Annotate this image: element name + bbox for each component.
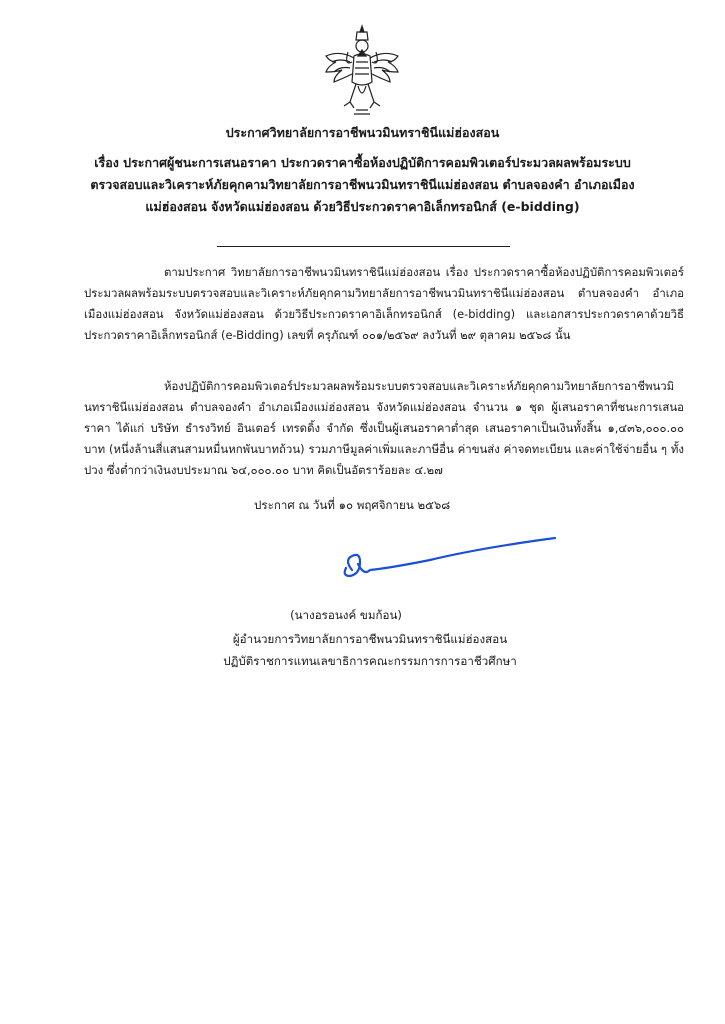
subject-line: ตรวจสอบและวิเคราะห์ภัยคุกคามวิทยาลัยการอาชีพนวมินทราชินีแม่ฮ่องสอน ตำบลจองคำ อำเภอเมือง xyxy=(90,177,635,192)
signer-position-director: ผู้อำนวยการวิทยาลัยการอาชีพนวมินทราชินีแม่ฮ่องสอน xyxy=(232,632,508,646)
handwritten-signature xyxy=(330,530,560,590)
divider-line xyxy=(217,246,510,247)
subject-line: แม่ฮ่องสอน จังหวัดแม่ฮ่องสอน ด้วยวิธีประกวดราคาอิเล็กทรอนิกส์ (e-bidding) xyxy=(145,199,580,214)
announcement-date: ประกาศ ณ วันที่ ๑๐ พฤศจิกายน ๒๕๖๘ xyxy=(254,498,451,512)
subject-line: เรื่อง ประกาศผู้ชนะการเสนอราคา ประกวดราคาซื้อห้องปฏิบัติการคอมพิวเตอร์ประมวลผลพร้อมระบบ xyxy=(94,155,631,170)
garuda-emblem-icon xyxy=(320,22,404,118)
paragraph-2-text: ห้องปฏิบัติการคอมพิวเตอร์ประมวลผลพร้อมระบบตรวจสอบและวิเคราะห์ภัยคุกคามวิทยาลัยการอาชีพนวมินทราชินีแม่ฮ่องสอน ตำบลจองคำ อำเภอเมืองแม่ฮ่องสอน จังหวัดแม่ฮ่องสอน จำนวน ๑ ชุด ผู้เสนอราคาที่ชนะการเสนอราคา ได้แก่ บริษัท ธำรงวิทย์ อินเตอร์ เทรดดิ้ง จำกัด ซึ่งเป็นผู้เสนอราคาต่ำสุด เสนอราคาเป็นเงินทั้งสิ้น ๑,๔๓๖,๐๐๐.๐๐ บาท (หนึ่งล้านสี่แสนสามหมื่นหกพันบาทถ้วน) รวมภาษีมูลค่าเพิ่มและภาษีอื่น ค่าขนส่ง ค่าจดทะเบียน และค่าใช้จ่ายอื่น ๆ ทั้งปวง ซึ่งต่ำกว่าเงินงบประมาณ ๖๔,๐๐๐.๐๐ บาท คิดเป็นอัตราร้อยละ ๔.๒๗ xyxy=(84,379,684,477)
paragraph-winner-details xyxy=(84,376,684,481)
signer-name: (นางอรอนงค์ ขมก้อน) xyxy=(290,608,402,622)
institution-heading: ประกาศวิทยาลัยการอาชีพนวมินทราชินีแม่ฮ่องสอน xyxy=(225,125,500,140)
paragraph-1-text: ตามประกาศ วิทยาลัยการอาชีพนวมินทราชินีแม่ฮ่องสอน เรื่อง ประกวดราคาซื้อห้องปฏิบัติการคอมพิวเตอร์ประมวลผลพร้อมระบบตรวจสอบและวิเคราะห์ภัยคุกคามวิทยาลัยการอาชีพนวมินทราชินีแม่ฮ่องสอน ตำบลจองคำ อำเภอเมืองแม่ฮ่องสอน จังหวัดแม่ฮ่องสอน ด้วยวิธีประกวดราคาอิเล็กทรอนิกส์ (e-bidding) และเอกสารประกวดราคาด้วยวิธีประกวดราคาอิเล็กทรอนิกส์ (e-Bidding) เลขที่ ครุภัณฑ์ ๐๐๑/๒๕๖๙ ลงวันที่ ๒๙ ตุลาคม ๒๕๖๘ นั้น xyxy=(84,265,684,342)
paragraph-announcement-reference xyxy=(84,262,684,346)
subject-block xyxy=(40,152,685,218)
signer-position-acting: ปฏิบัติราชการแทนเลขาธิการคณะกรรมการการอาชีวศึกษา xyxy=(223,654,517,668)
